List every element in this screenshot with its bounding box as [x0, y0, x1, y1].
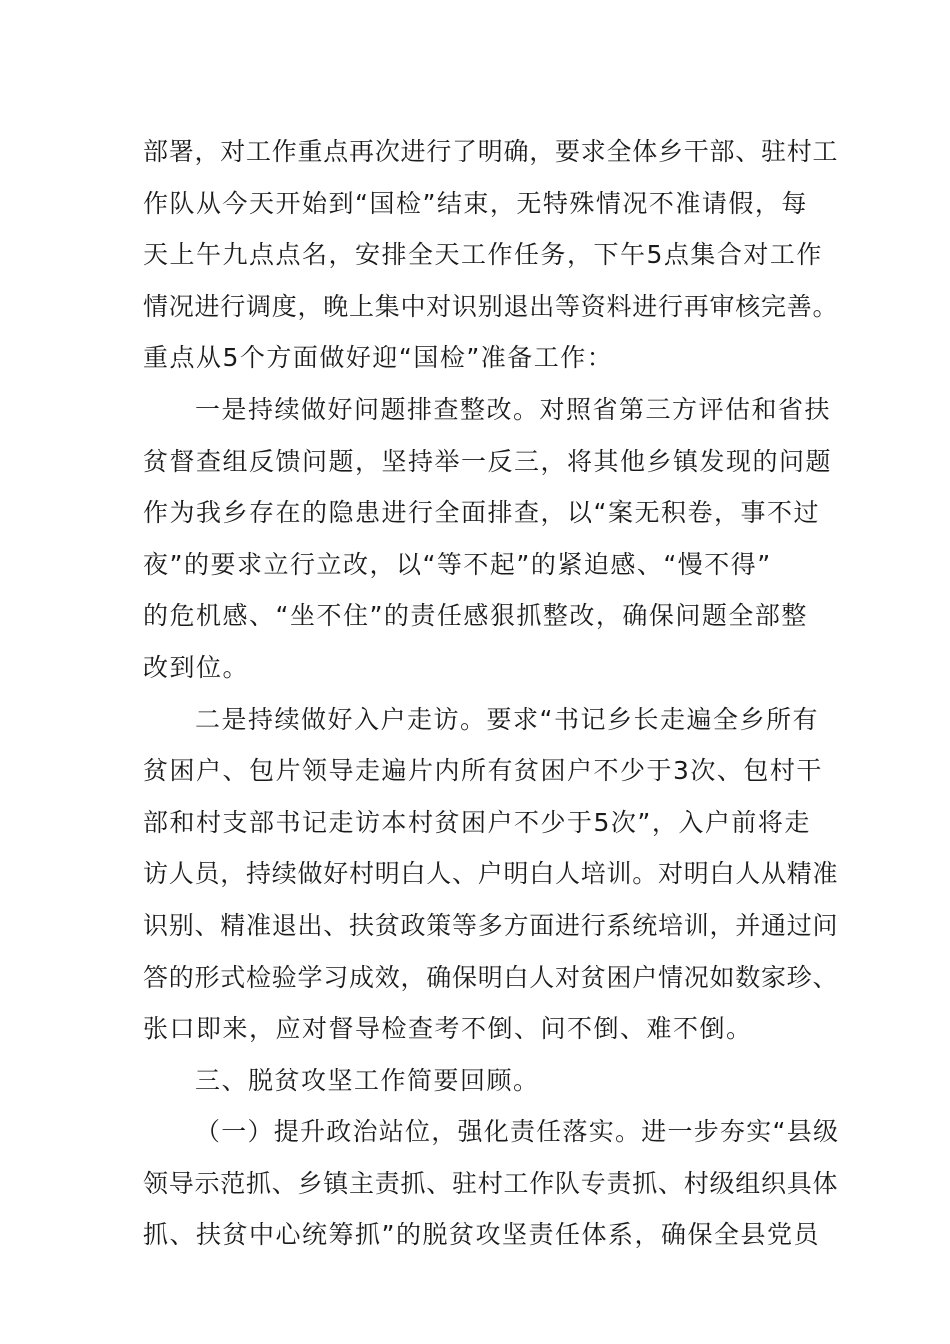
body-text: [143, 126, 840, 1261]
text-line: 抓、扶贫中心统筹抓”的脱贫攻坚责任体系，确保全县党员: [143, 1220, 820, 1250]
paragraph-first-line: （一）提升政治站位，强化责任落实。进一步夯实“县级: [195, 1117, 840, 1147]
text-line: 张口即来，应对督导检查考不倒、问不倒、难不倒。: [143, 1014, 753, 1044]
text-line: 作队从今天开始到“国检”结束，无特殊情况不准请假，每: [143, 188, 808, 218]
text-line: 作为我乡存在的隐患进行全面排查，以“案无积卷，事不过: [143, 498, 820, 528]
text-line: 夜”的要求立行立改，以“等不起”的紧迫感、“慢不得”: [143, 549, 772, 579]
text-line: 识别、精准退出、扶贫政策等多方面进行系统培训，并通过问: [143, 910, 839, 940]
text-line: 天上午九点点名，安排全天工作任务，下午5点集合对工作: [143, 240, 823, 270]
text-line: 部和村支部书记走访本村贫困户不少于5次”，入户前将走: [143, 807, 811, 837]
text-line: 领导示范抓、乡镇主责抓、驻村工作队专责抓、村级组织具体: [143, 1168, 839, 1198]
text-line: 部署，对工作重点再次进行了明确，要求全体乡干部、驻村工: [143, 137, 839, 166]
text-line: 答的形式检验学习成效，确保明白人对贫困户情况如数家珍、: [143, 962, 839, 992]
text-line: 的危机感、“坐不住”的责任感狠抓整改，确保问题全部整: [143, 601, 808, 631]
section-heading: 三、脱贫攻坚工作简要回顾。: [195, 1065, 540, 1095]
text-line: 贫困户、包片领导走遍片内所有贫困户不少于3次、包村干: [143, 756, 823, 786]
text-line: 贫督查组反馈问题，坚持举一反三，将其他乡镇发现的问题: [143, 446, 833, 476]
text-line: 重点从5个方面做好迎“国检”准备工作：: [143, 343, 614, 373]
paragraph-first-line: 二是持续做好入户走访。要求“书记乡长走遍全乡所有: [195, 704, 819, 734]
text-line: 情况进行调度，晚上集中对识别退出等资料进行再审核完善。: [143, 291, 839, 321]
text-line: 访人员，持续做好村明白人、户明白人培训。对明白人从精准: [143, 859, 839, 889]
paragraph-first-line: 一是持续做好问题排查整改。对照省第三方评估和省扶: [195, 394, 832, 424]
text-line: 改到位。: [143, 652, 250, 682]
